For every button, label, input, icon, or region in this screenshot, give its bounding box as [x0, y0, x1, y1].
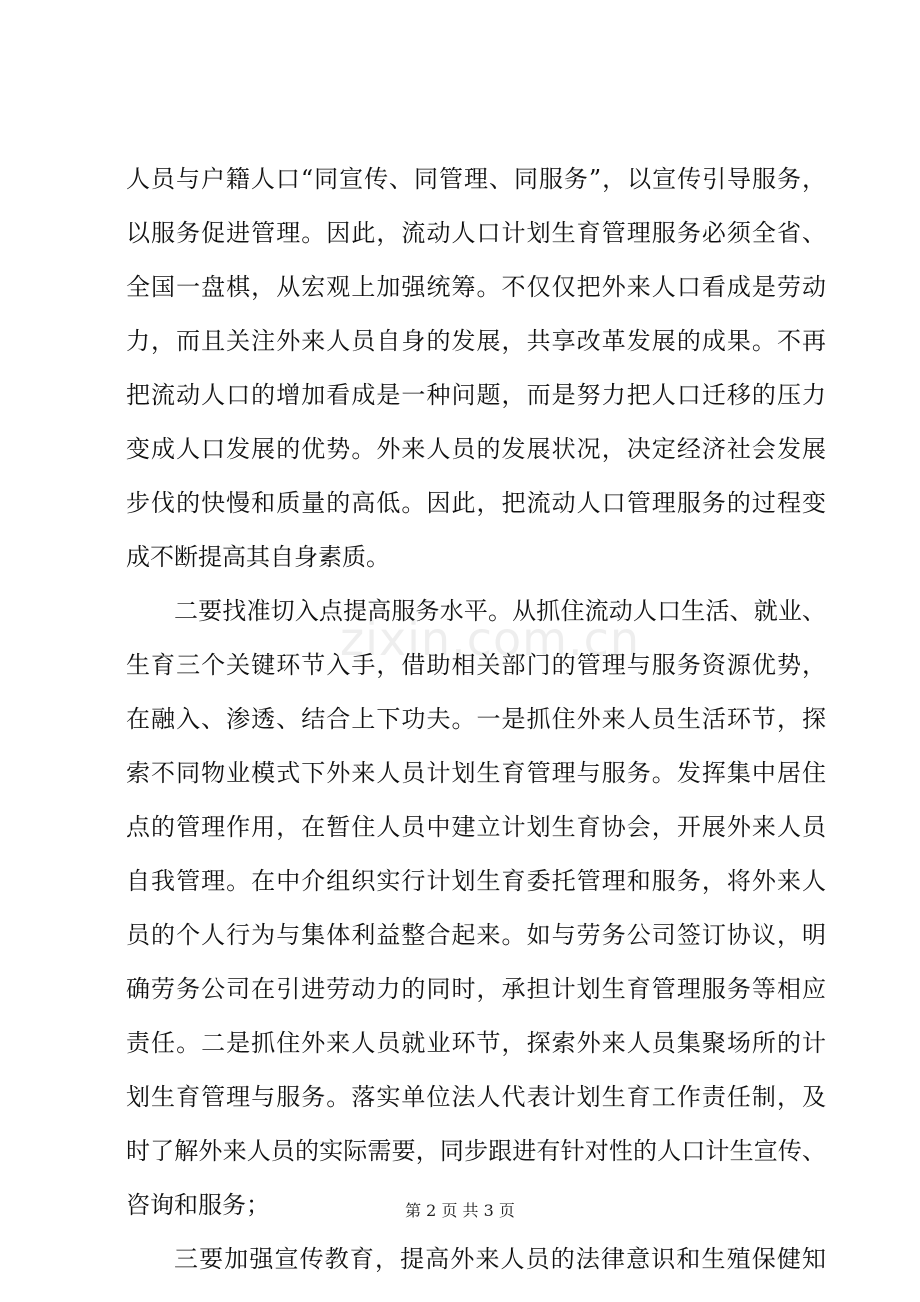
- text-line: 人员与户籍人口“同宣传、同管理、同服务”，以宣传引导服务，: [126, 165, 826, 193]
- text-line: 咨询和服务；: [126, 1191, 270, 1219]
- watermark: zixin.com.cn: [340, 612, 641, 666]
- text-line: 全国一盘棋，从宏观上加强统筹。不仅仅把外来人口看成是劳动: [126, 273, 826, 301]
- paragraph-3: [126, 1232, 826, 1286]
- text-line: 员的个人行为与集体利益整合起来。如与劳务公司签订协议，明: [126, 921, 826, 949]
- text-line: 变成人口发展的优势。外来人员的发展状况，决定经济社会发展: [126, 435, 826, 463]
- text-line: 划生育管理与服务。落实单位法人代表计划生育工作责任制，及: [126, 1083, 826, 1111]
- paragraph-2: [126, 584, 826, 1232]
- text-line: 在融入、渗透、结合上下功夫。一是抓住外来人员生活环节，探: [126, 705, 826, 733]
- paragraph-1: [126, 152, 826, 584]
- text-line: 步伐的快慢和质量的高低。因此，把流动人口管理服务的过程变: [126, 489, 826, 517]
- text-line: 把流动人口的增加看成是一种问题，而是努力把人口迁移的压力: [126, 381, 826, 409]
- text-line: 以服务促进管理。因此，流动人口计划生育管理服务必须全省、: [126, 219, 826, 247]
- page-footer: 第 2 页 共 3 页: [405, 1201, 515, 1220]
- text-line: 责任。二是抓住外来人员就业环节，探索外来人员集聚场所的计: [126, 1029, 826, 1057]
- text-line: 索不同物业模式下外来人员计划生育管理与服务。发挥集中居住: [126, 759, 826, 787]
- text-line: 成不断提高其自身素质。: [126, 543, 390, 571]
- text-line: 力，而且关注外来人员自身的发展，共享改革发展的成果。不再: [126, 327, 826, 355]
- text-line: 点的管理作用，在暂住人员中建立计划生育协会，开展外来人员: [126, 813, 826, 841]
- text-line: 自我管理。在中介组织实行计划生育委托管理和服务，将外来人: [126, 867, 826, 895]
- text-line: 生育三个关键环节入手，借助相关部门的管理与服务资源优势，: [126, 651, 826, 679]
- text-line: 时了解外来人员的实际需要，同步跟进有针对性的人口计生宣传、: [126, 1137, 826, 1165]
- text-line: 确劳务公司在引进劳动力的同时，承担计划生育管理服务等相应: [126, 975, 826, 1003]
- body-text: [126, 152, 826, 1286]
- text-line: 三要加强宣传教育，提高外来人员的法律意识和生殖保健知: [174, 1245, 826, 1273]
- text-line: 二要找准切入点提高服务水平。从抓住流动人口生活、就业、: [174, 597, 826, 625]
